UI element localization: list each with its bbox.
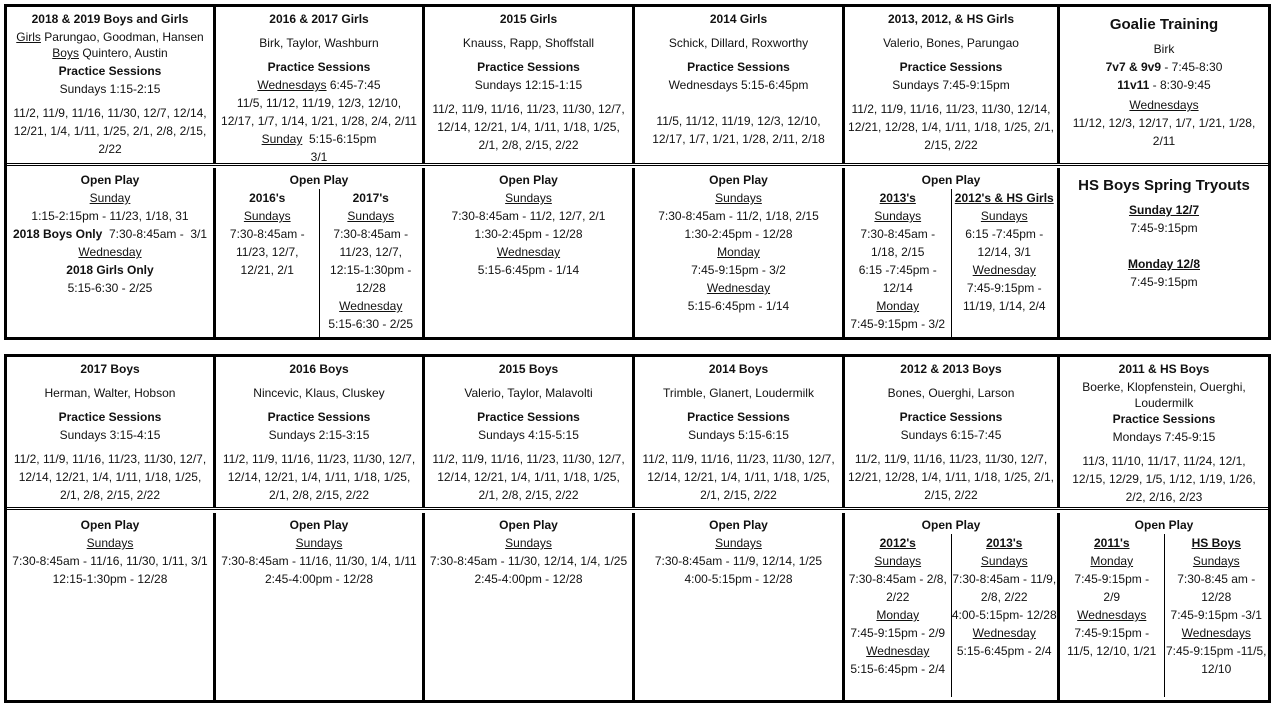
practice-dates: 12/17, 1/7, 1/21, 1/28, 2/11, 2/18 — [652, 132, 825, 146]
open-play-title: Open Play — [80, 518, 140, 532]
day-label: Sunday — [89, 191, 131, 205]
practice-sessions-label: Practice Sessions — [899, 410, 1003, 424]
open-play-2013-2012-hs-girls — [845, 168, 1060, 337]
practice-dates: 12/14, 12/21, 1/4, 1/11, 1/18, 1/25, — [18, 470, 202, 484]
open-play-2012-2013-boys — [845, 513, 1060, 700]
sub-heading: 2012's — [879, 536, 916, 550]
practice-dates: 12/15, 12/29, 1/5, 1/12, 1/19, 1/26, — [1072, 472, 1256, 486]
open-play-2017-boys: Open Play Sundays 7:30-8:45am - 11/16, 11/30, 1/11, 3/1 12:15-1:30pm - 12/28 — [7, 513, 216, 700]
hs-boys-spring-tryouts — [1060, 168, 1268, 337]
open-play-2013s: 2013's Sundays 7:30-8:45am - 1/18, 2/15 6:15 -7:45pm - 12/14 Monday 7:45-9:15pm - 3/2 — [845, 189, 951, 337]
practice-dates: 11/2, 11/9, 11/16, 11/23, 11/30, 12/7, — [432, 452, 625, 466]
cell-2014-boys — [635, 357, 845, 507]
cell-goalie-training — [1060, 7, 1268, 163]
open-play-hs-boys: HS Boys Sundays 7:30-8:45 am - 12/28 7:45-9:15pm -3/1 Wednesdays 7:45-9:15pm -11/5, 12/10 — [1164, 534, 1269, 697]
practice-row-bottom — [7, 357, 1268, 510]
practice-schedule: Sundays 5:15-6:15 — [688, 428, 789, 442]
cell-2011-hs-boys — [1060, 357, 1268, 507]
team-title: 2011 & HS Boys — [1118, 362, 1210, 376]
practice-dates: 12/14, 12/21, 1/4, 1/11, 1/18, 1/25, — [437, 470, 620, 484]
day-label: Wednesday — [866, 644, 930, 658]
practice-dates: 12/21, 12/28, 1/4, 1/11, 1/18, 1/25, 2/1, — [848, 120, 1054, 134]
extra-date: 3/1 — [310, 150, 328, 163]
open-play-title: Open Play — [80, 173, 140, 187]
day-label: Sundays — [243, 209, 291, 223]
open-play-2013s: 2013's Sundays 7:30-8:45am - 11/9, 2/8, 2/22 4:00-5:15pm- 12/28 Wednesday 5:15-6:45pm - 2/4 — [951, 534, 1058, 697]
practice-schedule: Wednesdays 6:45-7:45 — [257, 78, 381, 92]
day-label: Wednesdays — [1181, 626, 1251, 640]
team-title: 2018 & 2019 Boys and Girls — [31, 12, 189, 26]
day-label: Sundays — [1192, 554, 1240, 568]
day-label: Wednesday — [339, 299, 403, 313]
open-play-title: Open Play — [499, 173, 558, 187]
practice-sessions-label: Practice Sessions — [687, 410, 790, 424]
open-play-title: Open Play — [1134, 518, 1194, 532]
day-label: Sundays — [715, 191, 762, 205]
practice-sessions-label: Practice Sessions — [267, 410, 371, 424]
cell-2016-2017-girls — [216, 7, 425, 163]
coaches: Bones, Ouerghi, Larson — [887, 386, 1015, 400]
coaches: Birk, Taylor, Washburn — [259, 36, 379, 50]
team-title: 2014 Girls — [709, 12, 768, 26]
practice-dates: 11/5, 11/12, 11/19, 12/3, 12/10, — [236, 96, 402, 110]
cell-2015-girls — [425, 7, 635, 163]
practice-dates: 11/5, 11/12, 11/19, 12/3, 12/10, — [656, 114, 821, 128]
practice-dates: 2/22 — [98, 142, 122, 156]
open-play-line: 2018 Girls Only — [66, 263, 154, 277]
open-play-title: Open Play — [289, 518, 349, 532]
day-label: Monday — [717, 245, 760, 259]
coaches: Schick, Dillard, Roxworthy — [668, 36, 809, 50]
practice-dates: 12/14, 12/21, 1/4, 1/11, 1/18, 1/25, — [647, 470, 830, 484]
open-play-2015-boys: Open Play Sundays 7:30-8:45am - 11/30, 12/14, 1/4, 1/25 2:45-4:00pm - 12/28 — [425, 513, 635, 700]
practice-schedule: Sundays 6:15-7:45 — [900, 428, 1002, 442]
practice-dates: 12/21, 1/4, 1/11, 1/25, 2/1, 2/8, 2/15, — [13, 124, 207, 138]
practice-schedule: Sundays 12:15-1:15 — [474, 78, 583, 92]
coaches: Boerke, Klopfenstein, Ouerghi, — [1082, 380, 1246, 394]
practice-dates: 11/2, 11/9, 11/16, 11/23, 11/30, 12/7, — [642, 452, 835, 466]
coaches: Loudermilk — [1134, 396, 1194, 410]
day-label: Wednesday — [78, 245, 142, 259]
open-play-2011-hs-boys — [1060, 513, 1268, 700]
open-play-2015-girls: Open Play Sundays 7:30-8:45am - 11/2, 12/7, 2/1 1:30-2:45pm - 12/28 Wednesday 5:15-6:45pm - 1/14 — [425, 168, 635, 337]
open-play-title: Open Play — [709, 518, 768, 532]
sub-heading: HS Boys — [1191, 536, 1241, 550]
open-play-title: Open Play — [289, 173, 349, 187]
open-play-title: Open Play — [499, 518, 558, 532]
open-play-2016s: 2016's Sundays 7:30-8:45am - 11/23, 12/7, 12/21, 2/1 — [216, 189, 319, 337]
practice-dates: 2/15, 2/22 — [924, 488, 978, 502]
practice-dates: 2/1, 2/8, 2/15, 2/22 — [268, 488, 370, 502]
schedule-table-bottom — [4, 354, 1271, 703]
open-play-row-top — [7, 168, 1268, 337]
sub-heading: 2011's — [1093, 536, 1130, 550]
cell-2015-boys — [425, 357, 635, 507]
practice-schedule: Sundays 4:15-5:15 — [478, 428, 579, 442]
open-play-2012s: 2012's Sundays 7:30-8:45am - 2/8, 2/22 Monday 7:45-9:15pm - 2/9 Wednesday 5:15-6:45pm - 2/4 — [845, 534, 951, 697]
open-play-2014-boys: Open Play Sundays 7:30-8:45am - 11/9, 12/14, 1/25 4:00-5:15pm - 12/28 — [635, 513, 845, 700]
coaches: Valerio, Bones, Parungao — [883, 36, 1019, 50]
day-label: Sundays — [980, 554, 1028, 568]
practice-dates: 11/2, 11/9, 11/16, 11/23, 11/30, 12/7, — [13, 452, 207, 466]
cell-2018-2019-boys-girls — [7, 7, 216, 163]
team-title: 2015 Girls — [499, 12, 558, 26]
goalie-dates: 2/11 — [1152, 134, 1176, 148]
sub-heading: 2016's — [249, 191, 286, 205]
day-label: Sundays — [980, 209, 1028, 223]
open-play-row-bottom — [7, 513, 1268, 700]
practice-dates: 11/2, 11/9, 11/16, 11/23, 11/30, 12/7, — [854, 452, 1048, 466]
team-title: 2016 & 2017 Girls — [269, 12, 369, 26]
team-title: 2012 & 2013 Boys — [900, 362, 1002, 376]
schedule-table-top — [4, 4, 1271, 340]
open-play-2011s: 2011's Monday 7:45-9:15pm - 2/9 Wednesdays 7:45-9:15pm - 11/5, 12/10, 1/21 — [1060, 534, 1164, 697]
practice-dates: 2/1, 2/15, 2/22 — [700, 488, 777, 502]
day-label: Sundays — [874, 554, 922, 568]
practice-dates: 12/14, 12/21, 1/4, 1/11, 1/18, 1/25, — [227, 470, 411, 484]
open-play-2018-2019 — [7, 168, 216, 337]
open-play-2016-boys: Open Play Sundays 7:30-8:45am - 11/16, 11/30, 1/4, 1/11 2:45-4:00pm - 12/28 — [216, 513, 425, 700]
coaches: Nincevic, Klaus, Cluskey — [253, 386, 385, 400]
practice-dates: 2/1, 2/8, 2/15, 2/22 — [59, 488, 161, 502]
open-play-line: 2018 Boys Only 7:30-8:45am - 3/1 — [12, 227, 208, 241]
practice-sessions-label: Practice Sessions — [58, 410, 162, 424]
practice-sessions-label: Practice Sessions — [899, 60, 1003, 74]
team-title: 2016 Boys — [289, 362, 349, 376]
day-label: Monday — [1090, 554, 1134, 568]
day-label: Sundays — [505, 191, 552, 205]
practice-dates: 11/2, 11/9, 11/16, 11/23, 11/30, 12/14, — [851, 102, 1051, 116]
practice-dates: 2/1, 2/8, 2/15, 2/22 — [478, 488, 579, 502]
practice-dates: 11/2, 11/9, 11/16, 11/23, 11/30, 12/7, — [222, 452, 416, 466]
open-play-2014-girls: Open Play Sundays 7:30-8:45am - 11/2, 1/18, 2/15 1:30-2:45pm - 12/28 Monday 7:45-9:15pm - 3/2 Wednesday 5:15-6:45pm - 1/14 — [635, 168, 845, 337]
practice-dates: 2/1, 2/8, 2/15, 2/22 — [478, 138, 579, 152]
coaches: Knauss, Rapp, Shoffstall — [462, 36, 595, 50]
practice-schedule: Sundays 2:15-3:15 — [268, 428, 370, 442]
day-label: Wednesday — [972, 626, 1036, 640]
open-play-2017s: 2017's Sundays 7:30-8:45am - 11/23, 12/7, 12:15-1:30pm - 12/28 Wednesday 5:15-6:30 - 2/25 — [319, 189, 423, 337]
tryout-time: 7:45-9:15pm — [1130, 275, 1198, 289]
sub-heading: 2013's — [986, 536, 1023, 550]
practice-schedule: Sundays 3:15-4:15 — [59, 428, 161, 442]
cell-2017-boys — [7, 357, 216, 507]
tryout-day: Monday 12/8 — [1127, 257, 1201, 271]
goalie-coach: Birk — [1153, 42, 1175, 56]
open-play-2012s-hs-girls: 2012's & HS Girls Sundays 6:15 -7:45pm - 12/14, 3/1 Wednesday 7:45-9:15pm - 11/19, 1/14, 2/4 — [951, 189, 1058, 337]
coaches: Valerio, Taylor, Malavolti — [464, 386, 593, 400]
goalie-title: Goalie Training — [1109, 16, 1219, 33]
day-label: Monday — [876, 608, 920, 622]
tryouts-title: HS Boys Spring Tryouts — [1078, 177, 1250, 194]
day-label: Sundays — [715, 536, 762, 550]
day-label: Sundays — [86, 536, 134, 550]
team-title: 2014 Boys — [708, 362, 769, 376]
practice-dates: 12/21, 12/28, 1/4, 1/11, 1/18, 1/25, 2/1, — [848, 470, 1054, 484]
day-label: Sundays — [874, 209, 922, 223]
team-title: 2015 Boys — [498, 362, 559, 376]
day-label: Wednesday — [706, 281, 771, 295]
cell-2012-2013-boys — [845, 357, 1060, 507]
practice-sessions-label: Practice Sessions — [58, 64, 162, 78]
practice-dates: 11/3, 11/10, 11/17, 11/24, 12/1, — [1082, 454, 1246, 468]
day-label: Sundays — [505, 536, 552, 550]
tryout-time: 7:45-9:15pm — [1130, 221, 1198, 235]
open-play-line: 5:15-6:30 - 2/25 — [67, 281, 153, 295]
practice-dates: 11/2, 11/9, 11/16, 11/23, 11/30, 12/7, — [432, 102, 625, 116]
sub-heading: 2017's — [352, 191, 389, 205]
practice-sessions-label: Practice Sessions — [687, 60, 790, 74]
goalie-line-11v11: 11v11 - 8:30-9:45 — [1117, 78, 1211, 92]
practice-sessions-label: Practice Sessions — [1112, 412, 1216, 426]
practice-sessions-label: Practice Sessions — [267, 60, 371, 74]
coaches: Trimble, Glanert, Loudermilk — [663, 386, 814, 400]
practice-dates: 2/2, 2/16, 2/23 — [1125, 490, 1203, 504]
team-title: 2013, 2012, & HS Girls — [887, 12, 1015, 26]
day-label: Sundays — [295, 536, 343, 550]
practice-dates: 11/2, 11/9, 11/16, 11/30, 12/7, 12/14, — [13, 106, 207, 120]
day-label: Wednesdays — [1077, 608, 1147, 622]
coaches: Herman, Walter, Hobson — [44, 386, 176, 400]
practice-schedule: Mondays 7:45-9:15 — [1112, 430, 1216, 444]
day-label: Monday — [876, 299, 920, 313]
practice-schedule: Wednesdays 5:15-6:45pm — [668, 78, 809, 92]
practice-schedule: Sundays 7:45-9:15pm — [892, 78, 1010, 92]
coaches-boys: Boys Quintero, Austin — [52, 46, 168, 60]
practice-sessions-label: Practice Sessions — [477, 60, 580, 74]
practice-row-top — [7, 7, 1268, 166]
team-title: 2017 Boys — [80, 362, 140, 376]
tryout-day: Sunday 12/7 — [1128, 203, 1200, 217]
sub-heading: 2013's — [879, 191, 916, 205]
sub-heading: 2012's & HS Girls — [954, 191, 1054, 205]
practice-dates: 12/14, 12/21, 1/4, 1/11, 1/18, 1/25, — [437, 120, 620, 134]
cell-2013-2012-hs-girls — [845, 7, 1060, 163]
practice-schedule: Sundays 1:15-2:15 — [59, 82, 161, 96]
goalie-dates: 11/12, 12/3, 12/17, 1/7, 1/21, 1/28, — [1072, 116, 1256, 130]
open-play-title: Open Play — [921, 518, 981, 532]
practice-sessions-label: Practice Sessions — [477, 410, 580, 424]
day-label: Wednesday — [496, 245, 561, 259]
cell-2014-girls — [635, 7, 845, 163]
practice-dates: 2/15, 2/22 — [924, 138, 978, 152]
open-play-title: Open Play — [709, 173, 768, 187]
open-play-2016-2017-girls — [216, 168, 425, 337]
coaches-girls: Girls Parungao, Goodman, Hansen — [16, 30, 204, 44]
day-label: Sundays — [347, 209, 395, 223]
goalie-line-7v7: 7v7 & 9v9 - 7:45-8:30 — [1105, 60, 1223, 74]
open-play-title: Open Play — [921, 173, 981, 187]
goalie-day: Wednesdays — [1129, 98, 1199, 112]
day-label: Wednesday — [972, 263, 1036, 277]
extra-session: Sunday 5:15-6:15pm — [261, 132, 377, 146]
open-play-line: 1:15-2:15pm - 11/23, 1/18, 31 — [31, 209, 189, 223]
cell-2016-boys — [216, 357, 425, 507]
practice-dates: 12/17, 1/7, 1/14, 1/21, 1/28, 2/4, 2/11 — [221, 114, 417, 128]
